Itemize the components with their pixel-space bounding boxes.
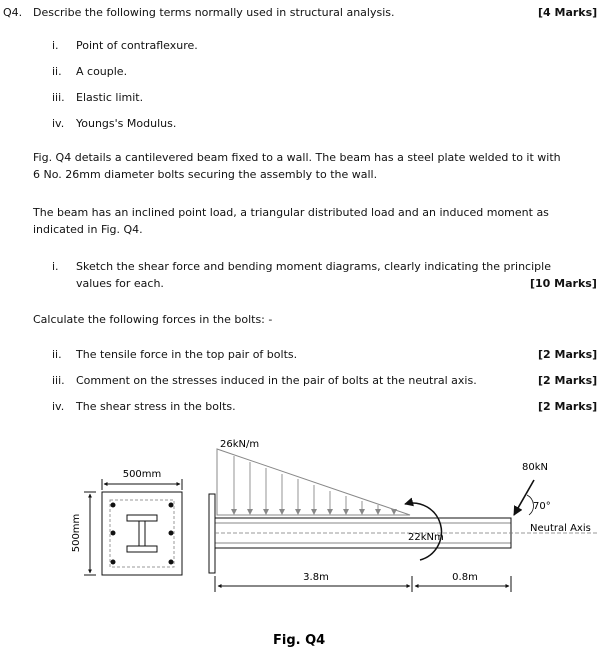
point-load-label: 80kN [522, 462, 548, 473]
span-dimensions [215, 572, 511, 592]
part-numeral: ii. [52, 348, 62, 361]
sketch-line: Sketch the shear force and bending moment diagrams, clearly indicating the principle [76, 260, 551, 273]
paragraph-line: Fig. Q4 details a cantilevered beam fixed to a wall. The beam has a steel plate welded to it with [33, 151, 561, 164]
neutral-axis-label: Neutral Axis [530, 523, 591, 534]
part-numeral: iv. [52, 400, 65, 413]
plate-width-label: 500mm [122, 469, 162, 480]
sketch-marks: [10 Marks] [530, 277, 597, 290]
term-numeral: iii. [52, 91, 65, 104]
point-load [514, 462, 591, 534]
part-marks: [2 Marks] [538, 348, 598, 361]
term-text: Youngs's Modulus. [76, 117, 177, 130]
end-plate [209, 494, 215, 573]
sketch-line: values for each. [76, 277, 164, 290]
angle-label: 70° [533, 501, 551, 512]
term-text: A couple. [76, 65, 128, 78]
figure-caption: Fig. Q4 [273, 633, 326, 648]
calc-intro: Calculate the following forces in the bolts: - [33, 313, 273, 326]
paragraph-line: indicated in Fig. Q4. [33, 223, 143, 236]
question-marks: [4 Marks] [538, 6, 598, 19]
term-numeral: iv. [52, 117, 65, 130]
plate-view [71, 469, 182, 575]
part-text: The shear stress in the bolts. [76, 400, 236, 413]
span1-label: 3.8m [303, 572, 329, 583]
term-numeral: i. [52, 39, 59, 52]
plate-height-label: 500mm [71, 513, 82, 553]
sketch-numeral: i. [52, 260, 59, 273]
distributed-load [217, 439, 410, 515]
question-title: Describe the following terms normally used in structural analysis. [33, 6, 395, 19]
udl-label: 26kN/m [220, 439, 260, 450]
paragraph-line: 6 No. 26mm diameter bolts securing the assembly to the wall. [33, 168, 378, 181]
span2-label: 0.8m [452, 572, 478, 583]
term-text: Point of contraflexure. [76, 39, 198, 52]
part-numeral: iii. [52, 374, 65, 387]
part-marks: [2 Marks] [538, 374, 598, 387]
question-number: Q4. [3, 6, 23, 19]
part-text: Comment on the stresses induced in the pair of bolts at the neutral axis. [76, 374, 477, 387]
part-marks: [2 Marks] [538, 400, 598, 413]
moment-label: 22kNm [408, 532, 444, 543]
paragraph-line: The beam has an inclined point load, a triangular distributed load and an induced moment as [33, 206, 549, 219]
term-numeral: ii. [52, 65, 62, 78]
part-text: The tensile force in the top pair of bolts. [76, 348, 298, 361]
term-text: Elastic limit. [76, 91, 144, 104]
moment [405, 503, 444, 560]
